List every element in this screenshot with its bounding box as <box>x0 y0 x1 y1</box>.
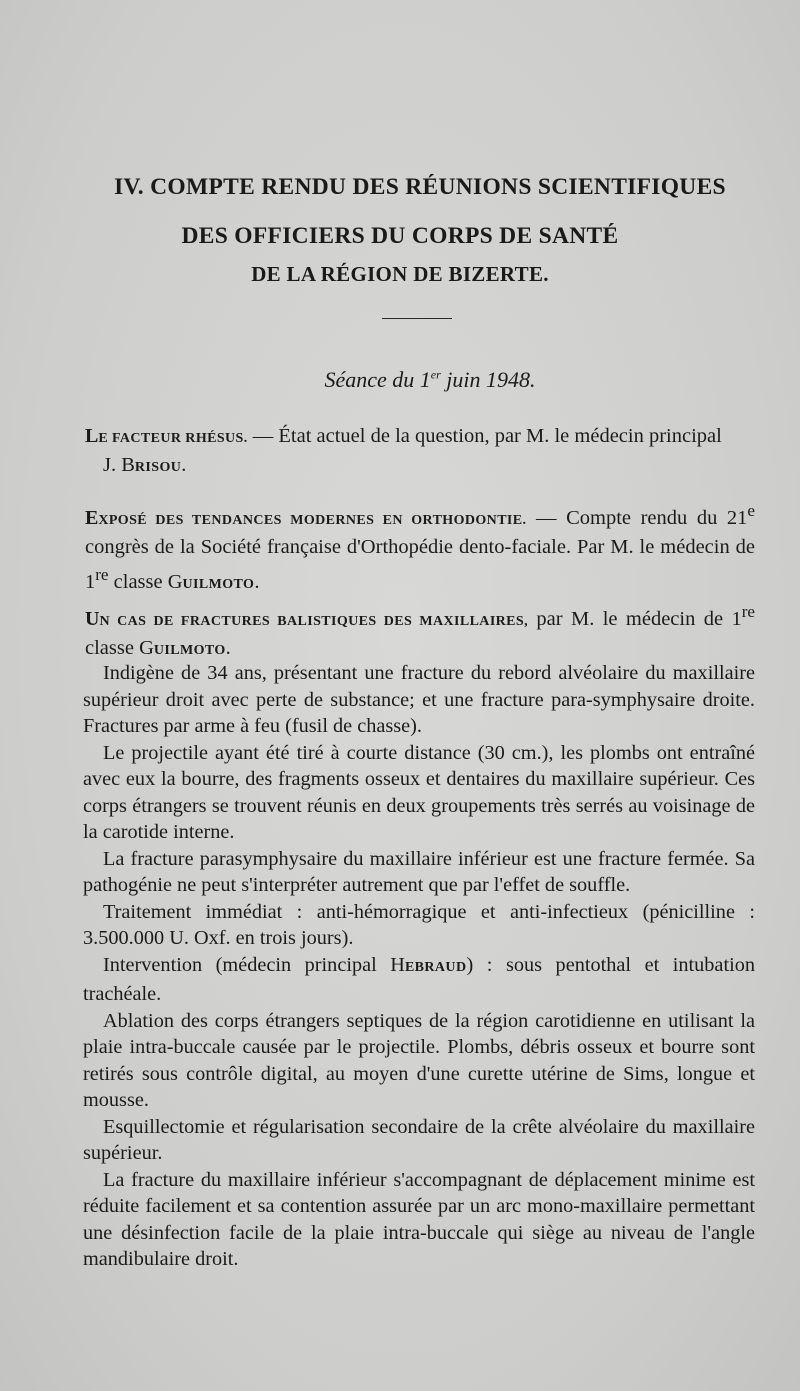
paragraph: Ablation des corps étrangers septiques de la région carotidienne en utilisant la plaie intra-buccale causée par le projectile. Plombs, débris osseux et bourre sont retirés sous contrôle digital, au moyen d'une curette utérine de Sims, longue et mousse. <box>83 1009 755 1111</box>
paragraph: Esquillectomie et régularisation secondaire de la crête alvéolaire du maxillaire supérieur. <box>83 1115 755 1164</box>
entry-fractures-balistiques: UN CAS DE FRACTURES BALISTIQUES DES MAXILLAIRES, par M. le médecin de 1re classe GUILMOTO. <box>85 602 756 659</box>
paragraph: Le projectile ayant été tiré à courte distance (30 cm.), les plombs ont entraîné avec eux la bourre, des fragments osseux et dentaires du maxillaire supérieur. Ces corps étrangers se trouvent réunis en deux groupements très serrés au voisinage de la carotide interne. <box>83 741 755 843</box>
entry-facteur-rhesus: LE FACTEUR RHÉSUS. — État actuel de la question, par M. le médecin principal J. BRISOU. <box>85 425 722 476</box>
section-heading-line-2: DES OFFICIERS DU CORPS DE SANTÉ <box>181 223 619 249</box>
seance-date: Séance du 1er juin 1948. <box>324 367 536 392</box>
paragraph-intervention: Intervention (médecin principal HEBRAUD) : sous pentothal et intubation trachéale. <box>83 953 755 1005</box>
paragraph: La fracture parasymphysaire du maxillaire inférieur est une fracture fermée. Sa pathogénie ne peut s'interpréter autrement que par l'effet de souffle. <box>83 847 755 896</box>
section-heading-line-3: DE LA RÉGION DE BIZERTE. <box>251 262 549 286</box>
paragraph: Indigène de 34 ans, présentant une fracture du rebord alvéolaire du maxillaire supérieur droit avec perte de substance; et une fracture para-symphysaire droite. Fractures par arme à feu (fusil de chasse). <box>83 662 755 737</box>
entry-orthodontie: EXPOSÉ DES TENDANCES MODERNES EN ORTHODONTIE. — Compte rendu du 21e congrès de la Société française d'Orthopédie dento-faciale. Par M. le médecin de 1re classe GUILMOTO. <box>85 501 755 593</box>
case-report-body <box>83 660 755 1273</box>
paragraph: La fracture du maxillaire inférieur s'accompagnant de déplacement minime est réduite facilement et sa contention assurée par un arc mono-maxillaire permettant une désinfection facile de la plaie intra-buccale qui siège au niveau de l'angle mandibulaire droit. <box>83 1168 755 1270</box>
heading-divider <box>382 318 452 319</box>
paragraph: Traitement immédiat : anti-hémorragique et anti-infectieux (pénicilline : 3.500.000 U. Oxf. en trois jours). <box>83 900 755 949</box>
section-heading-line-1: IV. COMPTE RENDU DES RÉUNIONS SCIENTIFIQUES <box>114 174 726 200</box>
